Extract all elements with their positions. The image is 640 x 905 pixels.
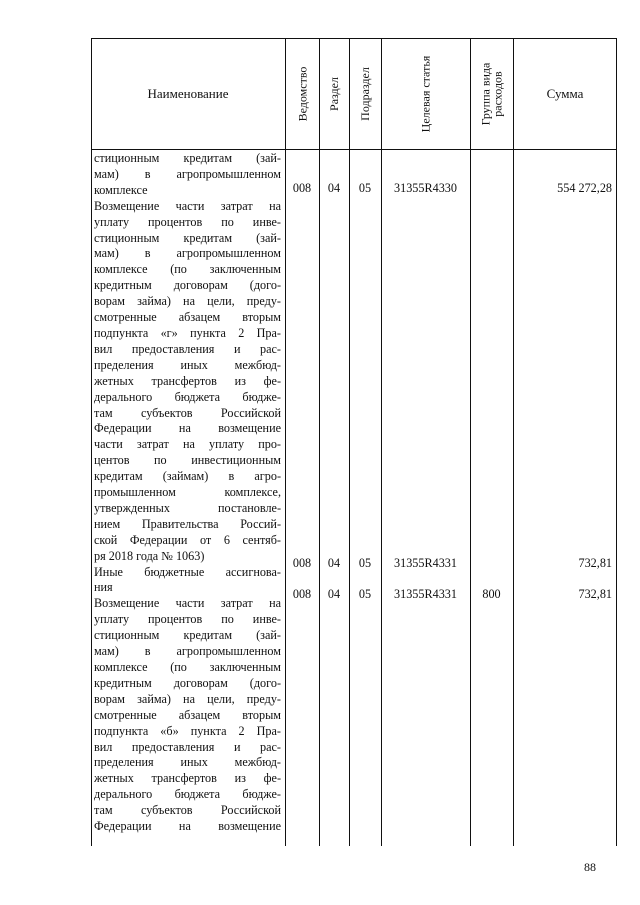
- header-razdel-label: Раздел: [327, 77, 342, 111]
- name-line: пределения иных межбюд-: [94, 357, 281, 372]
- column-divider: [319, 38, 320, 846]
- name-line: жетных трансфертов из фе-: [94, 373, 281, 388]
- header-celevaya-label: Целевая статья: [418, 55, 433, 133]
- header-razdel: [319, 38, 349, 150]
- header-vedomstvo-label: Ведомство: [295, 66, 310, 122]
- name-line: подпункта «г» пункта 2 Пра-: [94, 325, 281, 340]
- name-line: комплексе: [94, 182, 148, 197]
- header-celevaya: [381, 38, 470, 150]
- column-divider: [285, 38, 286, 846]
- header-name: Наименование: [147, 86, 229, 101]
- header-podrazdel: [349, 38, 381, 150]
- row3-razdel: 04: [327, 587, 341, 601]
- name-line: кредитам (займам) в агро-: [94, 469, 281, 484]
- table-border-left: [91, 38, 92, 846]
- name-line: Федерации на возмещение: [94, 819, 281, 834]
- name-line: уплату процентов по инве-: [94, 612, 281, 627]
- name-line: Иные бюджетные ассигнова-: [94, 564, 281, 579]
- column-divider: [513, 38, 514, 846]
- name-line: дерального бюджета бюдже-: [94, 787, 281, 802]
- name-line: стиционным кредитам (зай-: [94, 230, 281, 245]
- name-line: мам) в агропромышленном: [94, 166, 281, 181]
- name-line: там субъектов Российской: [94, 803, 281, 818]
- name-line: центов по инвестиционным: [94, 453, 281, 468]
- page-number: 88: [584, 860, 596, 874]
- column-divider: [349, 38, 350, 846]
- row2-razdel: 04: [327, 556, 341, 570]
- name-line: ния: [94, 580, 113, 595]
- row3-summa: 732,81: [578, 587, 612, 601]
- name-line: смотренные абзацем вторым: [94, 707, 281, 722]
- name-line: части затрат на уплату про-: [94, 437, 281, 452]
- name-line: вил предоставления и рас-: [94, 341, 281, 356]
- row1-podrazdel: 05: [358, 181, 372, 195]
- name-line: ской Федерации от 6 сентяб-: [94, 532, 281, 547]
- name-line: стиционным кредитам (зай-: [94, 151, 281, 165]
- name-line: ря 2018 года № 1063): [94, 548, 205, 563]
- name-line: жетных трансфертов из фе-: [94, 771, 281, 786]
- table-border-right: [616, 38, 617, 846]
- row1-celevaya: 31355R4330: [394, 181, 457, 195]
- name-line: комплексе (по заключенным: [94, 262, 281, 277]
- name-line: мам) в агропромышленном: [94, 644, 281, 659]
- name-line: уплату процентов по инве-: [94, 214, 281, 229]
- column-divider: [470, 38, 471, 846]
- row1-vedomstvo: 008: [292, 181, 312, 195]
- name-line: ворам займа) на цели, преду-: [94, 691, 281, 706]
- header-summa: Сумма: [546, 86, 584, 101]
- name-line: пределения иных межбюд-: [94, 755, 281, 770]
- name-line: дерального бюджета бюдже-: [94, 389, 281, 404]
- budget-table: [91, 38, 617, 846]
- name-line: Федерации на возмещение: [94, 421, 281, 436]
- name-line: ворам займа) на цели, преду-: [94, 294, 281, 309]
- row3-gruppa: 800: [482, 587, 501, 601]
- column-divider: [381, 38, 382, 846]
- header-gruppa-label: [480, 63, 504, 126]
- name-line: утвержденных постановле-: [94, 500, 281, 515]
- row1-summa: 554 272,28: [557, 181, 612, 195]
- row3-podrazdel: 05: [358, 587, 372, 601]
- name-line: Возмещение части затрат на: [94, 198, 281, 213]
- name-line: мам) в агропромышленном: [94, 246, 281, 261]
- header-gruppa: [470, 38, 513, 150]
- row2-summa: 732,81: [578, 556, 612, 570]
- name-line: вил предоставления и рас-: [94, 739, 281, 754]
- row2-celevaya: 31355R4331: [394, 556, 457, 570]
- header-gruppa-line1: Группа вида: [478, 62, 493, 126]
- name-line: там субъектов Российской: [94, 405, 281, 420]
- name-line: смотренные абзацем вторым: [94, 310, 281, 325]
- header-vedomstvo: [285, 38, 319, 150]
- name-line: промышленном комплексе,: [94, 485, 281, 500]
- row3-celevaya: 31355R4331: [394, 587, 457, 601]
- row2-vedomstvo: 008: [292, 556, 312, 570]
- row3-vedomstvo: 008: [292, 587, 312, 601]
- header-podrazdel-label: Подраздел: [358, 67, 373, 121]
- row2-podrazdel: 05: [358, 556, 372, 570]
- name-line: подпункта «б» пункта 2 Пра-: [94, 723, 281, 738]
- row1-razdel: 04: [327, 181, 341, 195]
- name-line: комплексе (по заключенным: [94, 660, 281, 674]
- name-line: кредитным договорам (дого-: [94, 675, 281, 690]
- name-column-text: [94, 151, 281, 835]
- name-line: Возмещение части затрат на: [94, 596, 281, 611]
- name-line: стиционным кредитам (зай-: [94, 628, 281, 643]
- header-gruppa-line2: расходов: [490, 71, 505, 117]
- name-line: кредитным договорам (дого-: [94, 278, 281, 293]
- name-line: нием Правительства Россий-: [94, 516, 281, 531]
